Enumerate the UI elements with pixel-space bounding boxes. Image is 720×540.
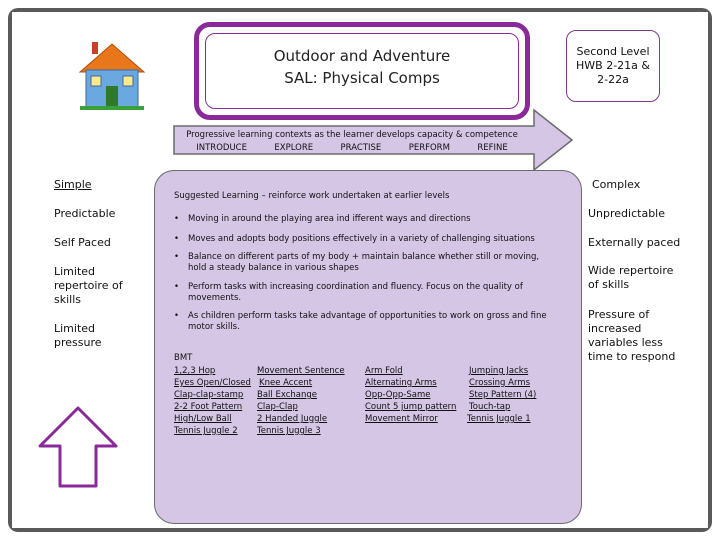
left-item-limited-pressure: Limited pressure bbox=[54, 322, 102, 349]
suggested-learning-heading: Suggested Learning – reinforce work undertaken at earlier levels bbox=[174, 191, 450, 201]
level-line-2: HWB 2-21a & bbox=[576, 59, 650, 72]
activity-item: Knee Accent bbox=[259, 378, 313, 388]
activity-item: Step Pattern (4) bbox=[469, 390, 537, 400]
activity-item: Tennis Juggle 2 bbox=[174, 426, 238, 436]
activity-item: Alternating Arms bbox=[365, 378, 437, 388]
level-line-3: 2-22a bbox=[597, 73, 629, 86]
activity-item: Tennis Juggle 1 bbox=[467, 414, 531, 424]
activity-item: Arm Fold bbox=[365, 366, 403, 376]
title-line-1: Outdoor and Adventure bbox=[273, 47, 451, 65]
left-item-self-paced: Self Paced bbox=[54, 236, 111, 249]
stage-explore: EXPLORE bbox=[274, 143, 314, 153]
activity-item: Ball Exchange bbox=[257, 390, 317, 400]
house-icon bbox=[76, 40, 148, 112]
activity-item: Crossing Arms bbox=[469, 378, 531, 388]
activity-item: Clap-Clap bbox=[257, 402, 298, 412]
activity-item: Jumping Jacks bbox=[469, 366, 529, 376]
activity-item: Movement Mirror bbox=[365, 414, 438, 424]
bmt-label: BMT bbox=[174, 353, 193, 363]
up-arrow-icon bbox=[38, 406, 118, 488]
activity-item: Tennis Juggle 3 bbox=[257, 426, 321, 436]
right-item-wide-repertoire: Wide repertoire of skills bbox=[588, 264, 674, 291]
progress-text: Progressive learning contexts as the learner develops capacity & competence bbox=[186, 130, 518, 140]
activity-item: 1,2,3 Hop bbox=[174, 366, 216, 376]
left-item-predictable: Predictable bbox=[54, 207, 116, 220]
stage-practise: PRACTISE bbox=[340, 143, 382, 153]
left-item-limited-repertoire: Limited repertoire of skills bbox=[54, 265, 123, 306]
right-heading: Complex bbox=[592, 178, 641, 191]
right-item-pressure: Pressure of increased variables less time to respond bbox=[588, 308, 676, 363]
activity-item: Clap-clap-stamp bbox=[174, 390, 244, 400]
activity-item: Opp-Opp-Same bbox=[365, 390, 431, 400]
activity-item: Movement Sentence bbox=[257, 366, 345, 376]
activity-item: 2-2 Foot Pattern bbox=[174, 402, 243, 412]
activity-item: Count 5 jump pattern bbox=[365, 402, 457, 412]
level-line-1: Second Level bbox=[576, 45, 650, 58]
activity-item: Touch-tap bbox=[469, 402, 511, 412]
level-box bbox=[566, 30, 660, 102]
left-heading: Simple bbox=[54, 178, 92, 191]
title-box bbox=[194, 22, 530, 120]
progress-arrow bbox=[172, 108, 574, 172]
right-item-externally-paced: Externally paced bbox=[588, 236, 681, 249]
activity-item: Eyes Open/Closed bbox=[174, 378, 251, 388]
title-line-2: SAL: Physical Comps bbox=[284, 69, 440, 87]
stage-perform: PERFORM bbox=[408, 143, 450, 153]
activity-item: High/Low Ball bbox=[174, 414, 232, 424]
page-title bbox=[199, 45, 525, 89]
right-item-unpredictable: Unpredictable bbox=[588, 207, 665, 220]
activity-item: 2 Handed Juggle bbox=[257, 414, 328, 424]
stage-refine: REFINE bbox=[477, 143, 508, 153]
progress-stages bbox=[172, 143, 532, 153]
stage-introduce: INTRODUCE bbox=[196, 143, 247, 153]
